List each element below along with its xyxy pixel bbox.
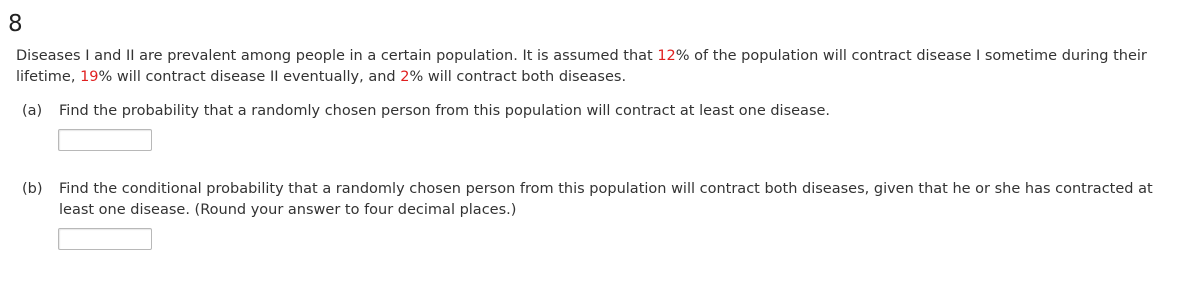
part-b [22, 179, 1187, 221]
value-disease-1-percent: 12 [657, 48, 676, 64]
part-a-label: (a) [22, 103, 43, 119]
stem-text-3: % will contract disease II eventually, and [98, 69, 401, 85]
part-a [22, 101, 1182, 122]
question-number: 8 [8, 11, 23, 37]
stem-text-1: Diseases I and II are prevalent among people in a certain population. It is assumed that [16, 48, 658, 64]
part-b-text: Find the conditional probability that a randomly chosen person from this population will contract both diseases, given that he or she has contracted at least one disease. (Round your answer to four decimal places.) [59, 181, 1153, 218]
part-a-answer-input[interactable] [58, 129, 152, 151]
question-stem [16, 46, 1186, 88]
stem-text-2: % of the population will contract disease I sometime during their lifetime, [16, 48, 1147, 85]
stem-text-4: % will contract both diseases. [409, 69, 627, 85]
value-both-diseases-percent: 2 [400, 69, 410, 85]
part-b-answer-input[interactable] [58, 228, 152, 250]
part-a-text: Find the probability that a randomly chosen person from this population will contract at least one disease. [59, 103, 831, 119]
part-b-label: (b) [22, 181, 43, 197]
value-disease-2-percent: 19 [80, 69, 99, 85]
